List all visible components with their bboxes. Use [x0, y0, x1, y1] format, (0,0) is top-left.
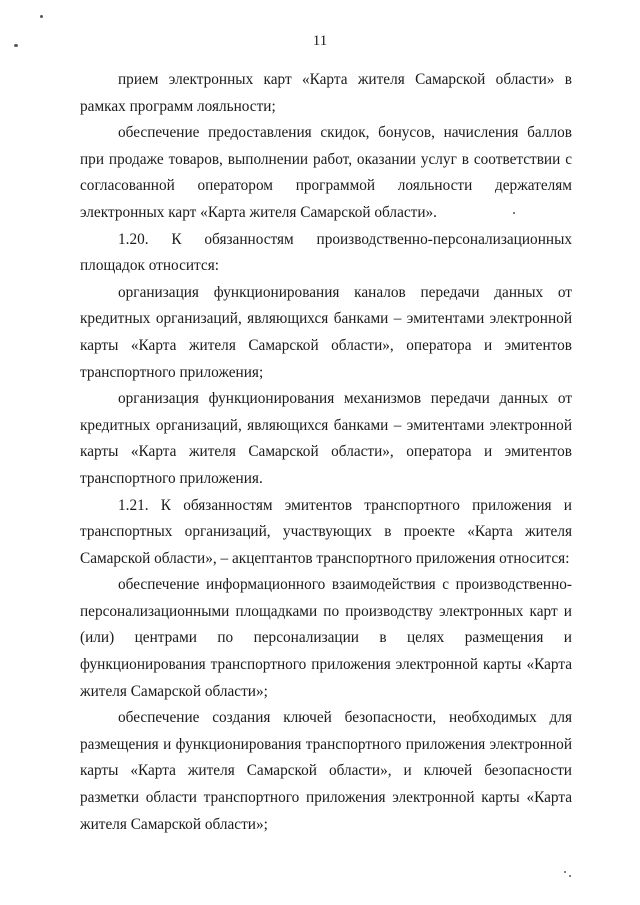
paragraph-5: организация функционирования механизмов передачи данных от кредитных организаций, являющихся банками – эмитентами электронной карты «Карта жителя Самарской области», оператора и эмитентов транспортного приложения. [80, 390, 572, 487]
scan-speck [513, 212, 515, 214]
paragraph-1: прием электронных карт «Карта жителя Самарской области» в рамках программ лояльности; [80, 71, 572, 115]
paragraph-4: организация функционирования каналов передачи данных от кредитных организаций, являющихся банками – эмитентами электронной карты «Карта жителя Самарской области», оператора и эмитентов транспортного приложения; [80, 283, 572, 381]
paragraph-2: обеспечение предоставления скидок, бонусов, начисления баллов при продаже товаров, выполнении работ, оказании услуг в соответствии с согласованной оператором программой лояльности держателям электронных карт «Карта жителя Самарской области». [80, 124, 572, 221]
page-number: 11 [312, 33, 328, 49]
paragraph-7: обеспечение информационного взаимодействия с производственно-персонализационными площадками по производству электронных карт и (или) центрами по персонализации в целях размещения и функционирования транспортного приложения электронной карты «Карта жителя Самарской области»; [80, 576, 572, 700]
scan-speck [564, 871, 566, 873]
scan-speck [569, 875, 571, 877]
paragraph-6: 1.21. К обязанностям эмитентов транспортного приложения и транспортных организаций, участвующих в проекте «Карта жителя Самарской области», – акцептантов транспортного приложения относится: [80, 496, 572, 567]
scan-speck [40, 15, 43, 18]
scan-speck [14, 44, 18, 47]
paragraph-8: обеспечение создания ключей безопасности, необходимых для размещения и функционирования транспортного приложения электронной карты «Карта жителя Самарской области», и ключей безопасности разметки области транспортного приложения электронной карты «Карта жителя Самарской области»; [80, 709, 572, 833]
body-text [80, 67, 572, 838]
paragraph-3: 1.20. К обязанностям производственно-персонализационных площадок относится: [80, 230, 572, 275]
